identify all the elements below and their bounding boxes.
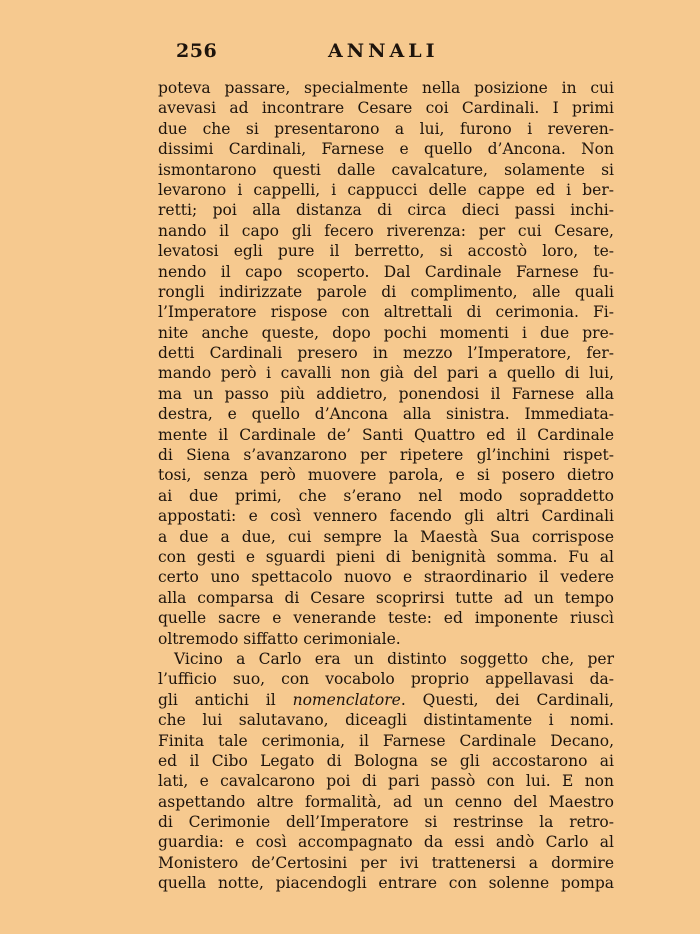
text-line: nendo il capo scoperto. Dal Cardinale Farnese fu- xyxy=(158,262,614,281)
text-line: appostati: e così vennero facendo gli altri Cardinali xyxy=(158,507,614,526)
page-header xyxy=(160,40,612,68)
running-title: ANNALI xyxy=(328,40,439,62)
text-line: nando il capo gli fecero riverenza: per cui Cesare, xyxy=(158,221,614,240)
text-line: a due a due, cui sempre la Maestà Sua corrispose xyxy=(158,527,614,546)
page-number: 256 xyxy=(176,40,218,62)
text-line: oltremodo siffatto cerimoniale. xyxy=(158,629,401,648)
paragraph-1 xyxy=(158,78,614,649)
body-text xyxy=(158,78,614,894)
text-line: detti Cardinali presero in mezzo l’Imperatore, fer- xyxy=(158,344,614,363)
text-line: levarono i cappelli, i cappucci delle cappe ed i ber- xyxy=(158,180,614,199)
text-line: ismontarono questi dalle cavalcature, solamente si xyxy=(158,160,614,179)
text-line: quella notte, piacendogli entrare con solenne pompa xyxy=(158,874,614,893)
text-line: quelle sacre e venerande teste: ed imponente riuscì xyxy=(158,609,614,628)
text-line: aspettando altre formalità, ad un cenno del Maestro xyxy=(158,792,614,811)
text-line: Monistero de’Certosini per ivi trattenersi a dormire xyxy=(158,853,614,872)
text-line: destra, e quello d’Ancona alla sinistra. Immediata- xyxy=(158,405,614,424)
text-line: Finita tale cerimonia, il Farnese Cardinale Decano, xyxy=(158,731,614,750)
paragraph-2 xyxy=(158,649,614,894)
text-line: certo uno spettacolo nuovo e straordinario il vedere xyxy=(158,568,614,587)
text-line-with-italic xyxy=(158,690,614,710)
text-line: l’ufficio suo, con vocabolo proprio appellavasi da- xyxy=(158,670,614,689)
text-line: l’Imperatore rispose con altrettali di cerimonia. Fi- xyxy=(158,303,614,322)
text-line: retti; poi alla distanza di circa dieci passi inchi- xyxy=(158,201,614,220)
text-line: lati, e cavalcarono poi di pari passò con lui. E non xyxy=(158,772,614,791)
text-line: con gesti e sguardi pieni di benignità somma. Fu al xyxy=(158,547,614,566)
text-line: avevasi ad incontrare Cesare coi Cardinali. I primi xyxy=(158,99,614,118)
text-line: Vicino a Carlo era un distinto soggetto che, per xyxy=(174,649,614,668)
text-line: mando però i cavalli non già del pari a quello di lui, xyxy=(158,364,614,383)
text-line: di Siena s’avanzarono per ripetere gl’inchini rispet- xyxy=(158,446,614,465)
text-line: levatosi egli pure il berretto, si accostò loro, te- xyxy=(158,242,614,261)
text-segment: gli antichi il xyxy=(158,690,293,709)
text-line: ed il Cibo Legato di Bologna se gli accostarono ai xyxy=(158,751,614,770)
text-line: mente il Cardinale de’ Santi Quattro ed il Cardinale xyxy=(158,425,614,444)
text-line: rongli indirizzate parole di complimento, alle quali xyxy=(158,282,614,301)
text-line: dissimi Cardinali, Farnese e quello d’Ancona. Non xyxy=(158,140,614,159)
text-line: poteva passare, specialmente nella posizione in cui xyxy=(158,79,614,97)
text-line: guardia: e così accompagnato da essi andò Carlo al xyxy=(158,833,614,852)
text-segment: . Questi, dei Cardinali, xyxy=(400,690,614,709)
text-line: nite anche queste, dopo pochi momenti i due pre- xyxy=(158,323,614,342)
text-line: due che si presentarono a lui, furono i reveren- xyxy=(158,119,614,138)
text-line: di Cerimonie dell’Imperatore si restrinse la retro- xyxy=(158,813,614,832)
text-line: ma un passo più addietro, ponendosi il Farnese alla xyxy=(158,384,614,403)
text-line: tosi, senza però muovere parola, e si posero dietro xyxy=(158,466,614,485)
italic-term: nomenclatore xyxy=(292,690,401,709)
text-line: ai due primi, che s’erano nel modo sopraddetto xyxy=(158,486,614,505)
text-line: alla comparsa di Cesare scoprirsi tutte ad un tempo xyxy=(158,588,614,607)
text-line: che lui salutavano, diceagli distintamente i nomi. xyxy=(158,711,614,730)
